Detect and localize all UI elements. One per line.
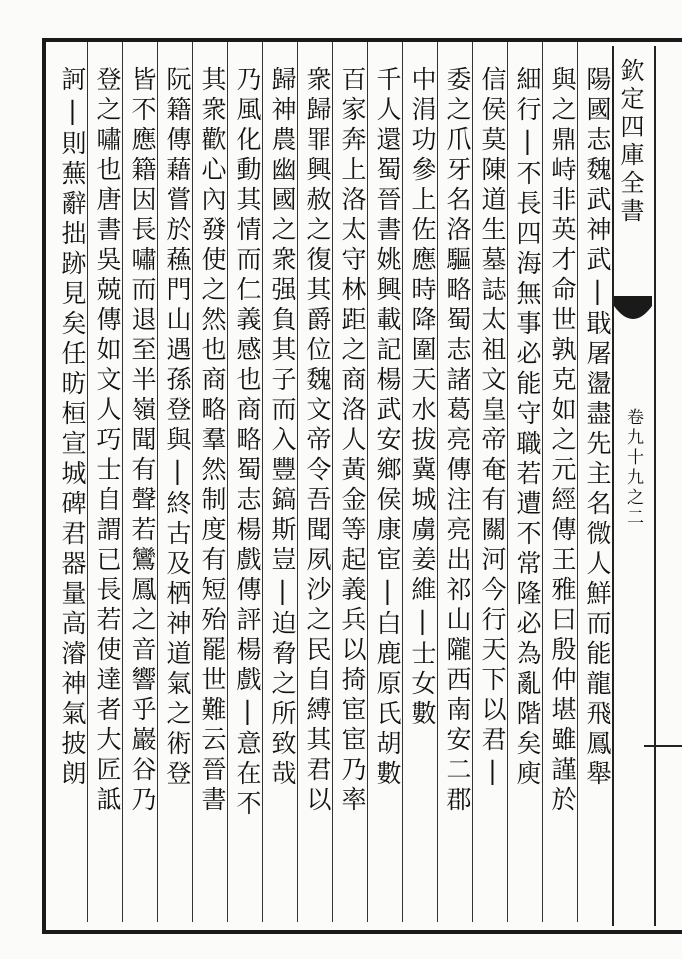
text-column: 訶|則蕪辭拙跡見矣任昉桓宣城碑君器量高濬神氣披朗 bbox=[58, 66, 87, 790]
column-rule bbox=[507, 42, 508, 922]
column-rule bbox=[157, 42, 158, 922]
text-column: 陽國志魏武神武|戢屠盪盡先主名微人鮮而能龍飛鳳舉 bbox=[583, 66, 612, 790]
text-column: 乃風化動其情而仁義感也商略蜀志楊戲傳評楊戲|意在不 bbox=[233, 66, 262, 820]
volume-label: 卷九十九之二 bbox=[623, 408, 643, 528]
text-column: 皆不應籍因長嘯而退至半嶺聞有聲若鸞鳳之音響乎巖谷乃 bbox=[128, 66, 157, 816]
column-rule bbox=[262, 42, 263, 922]
column-rule bbox=[542, 42, 543, 922]
column-rule bbox=[192, 42, 193, 922]
header-divider bbox=[644, 745, 682, 747]
text-column: 與之鼎峙非英才命世孰克如之元經傳王雅曰殷仲堪雖謹於 bbox=[548, 66, 577, 816]
column-rule bbox=[402, 42, 403, 922]
column-rule bbox=[122, 42, 123, 922]
column-rule bbox=[332, 42, 333, 922]
text-column: 百家奔上洛太守林距之商洛人黃金等起義兵以掎宦宦乃率 bbox=[338, 66, 367, 816]
book-title: 欽定四庫全書 bbox=[616, 58, 644, 226]
column-rule bbox=[367, 42, 368, 922]
column-rule bbox=[227, 42, 228, 922]
text-column: 千人還蜀晉書姚興載記楊武安鄉侯康宦|白鹿原氏胡數 bbox=[373, 66, 402, 790]
text-column: 信侯莫陳道生墓誌太祖文皇帝奄有關河今行天下以君| bbox=[478, 66, 507, 790]
column-rule bbox=[87, 42, 88, 922]
text-column: 細行|不長四海無事必能守職若遭不常隆必為亂階矣庾 bbox=[513, 66, 542, 790]
text-column: 衆歸罪興赦之復其爵位魏文帝令吾聞夙沙之民自縛其君以 bbox=[303, 66, 332, 816]
column-rule bbox=[437, 42, 438, 922]
text-column: 阮籍傳藉嘗於蘓門山遇孫登與|終古及栖神道氣之術登 bbox=[163, 66, 192, 790]
text-column: 其衆歡心內發使之然也商略羣然制度有短殆罷世難云晉書 bbox=[198, 66, 227, 816]
fishtail-ornament-icon bbox=[614, 296, 652, 334]
column-rule bbox=[297, 42, 298, 922]
text-column: 登之嘯也唐書吳兢傳如文人巧士自謂已長若使達者大匠詆 bbox=[93, 66, 122, 816]
column-rule bbox=[577, 42, 578, 922]
text-column: 歸神農幽國之衆强負其子而入豐鎬斯豈|迫脅之所致哉 bbox=[268, 66, 297, 790]
column-rule bbox=[472, 42, 473, 922]
text-column: 委之爪牙名洛驅略蜀志諸葛亮傳注亮出祁山隴西南安二郡 bbox=[443, 66, 472, 816]
text-column: 中涓功參上佐應時降圍天水拔冀城虜姜維|士女數 bbox=[408, 66, 437, 730]
